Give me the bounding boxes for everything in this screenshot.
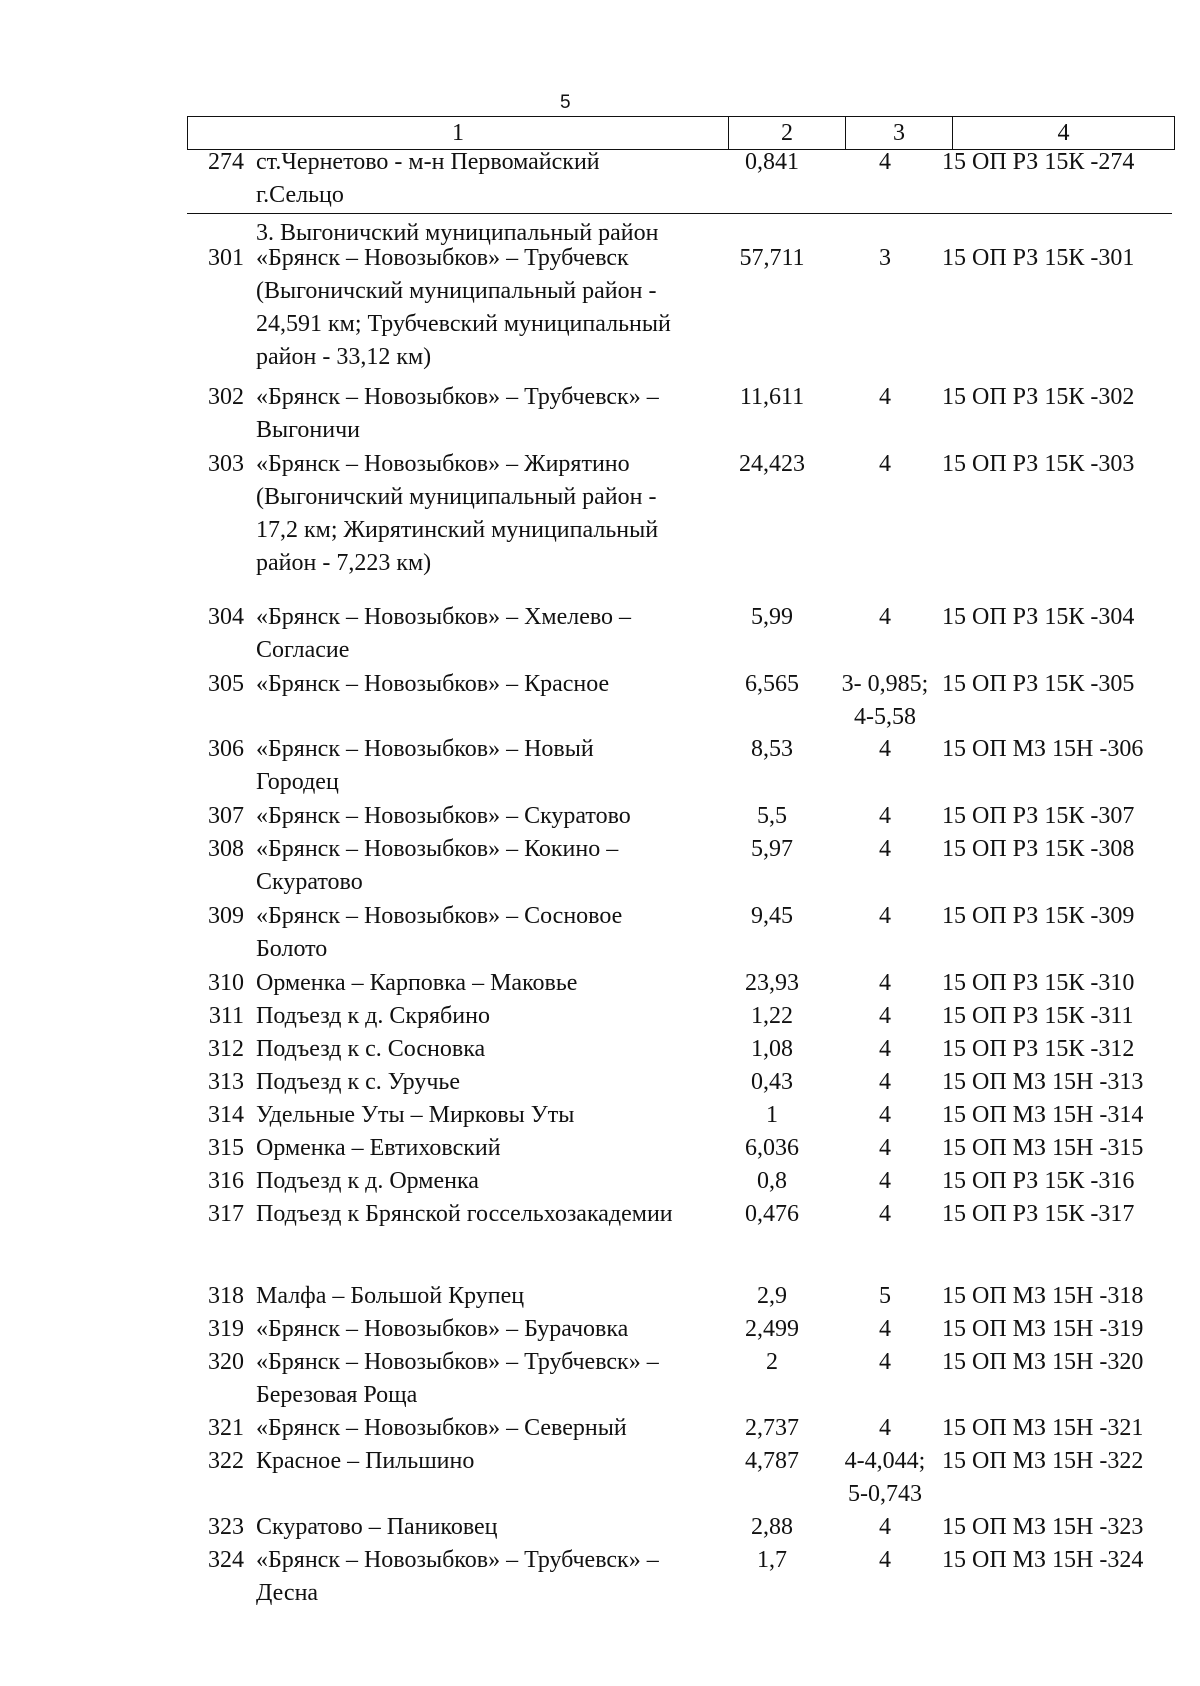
road-category-line: 4	[879, 970, 891, 996]
road-id-code: 15 ОП МЗ 15Н -319	[942, 1316, 1144, 1342]
road-length: 11,611	[739, 384, 805, 410]
road-name-line: «Брянск – Новозыбков» – Новый	[256, 736, 594, 762]
road-name-line: «Брянск – Новозыбков» – Трубчевск» –	[256, 1349, 659, 1375]
road-category	[826, 1445, 944, 1511]
road-category	[826, 1511, 944, 1544]
road-length: 2	[766, 1349, 778, 1375]
road-name-line: Скуратово	[256, 869, 363, 895]
road-length: 5,97	[751, 836, 793, 862]
row-number: 317	[208, 1201, 244, 1227]
road-category-line: 4	[879, 1415, 891, 1441]
road-name	[256, 448, 726, 580]
road-length: 0,476	[745, 1201, 799, 1227]
road-name	[256, 900, 726, 966]
road-category-line: 4	[879, 1168, 891, 1194]
road-category	[826, 1198, 944, 1231]
road-id-code: 15 ОП РЗ 15К -302	[942, 384, 1135, 410]
column-header-1: 1	[188, 117, 729, 150]
row-number: 301	[208, 245, 244, 271]
road-category	[826, 733, 944, 766]
road-name	[256, 1198, 726, 1231]
road-id-code: 15 ОП РЗ 15К -310	[942, 970, 1135, 996]
section-title: 3. Выгоничский муниципальный район	[256, 220, 659, 246]
road-category	[826, 601, 944, 634]
column-header-2: 2	[729, 117, 846, 150]
road-length: 1	[766, 1102, 778, 1128]
road-category	[826, 900, 944, 933]
row-number: 303	[208, 451, 244, 477]
road-id-code: 15 ОП РЗ 15К -274	[942, 149, 1135, 175]
road-name-line: «Брянск – Новозыбков» – Сосновое	[256, 903, 623, 929]
row-number: 314	[208, 1102, 244, 1128]
road-name	[256, 1280, 726, 1313]
road-name-line: (Выгоничский муниципальный район -	[256, 484, 657, 510]
road-name-line: Подъезд к д. Скрябино	[256, 1003, 490, 1029]
road-name-line: «Брянск – Новозыбков» – Трубчевск» –	[256, 1547, 659, 1573]
road-name-line: Выгоничи	[256, 417, 360, 443]
row-number: 321	[208, 1415, 244, 1441]
road-id-code: 15 ОП МЗ 15Н -318	[942, 1283, 1144, 1309]
row-number: 274	[208, 149, 244, 175]
row-number: 320	[208, 1349, 244, 1375]
road-category-line: 4	[879, 1514, 891, 1540]
row-number: 312	[208, 1036, 244, 1062]
road-name-line: Удельные Уты – Мирковы Уты	[256, 1102, 575, 1128]
road-name	[256, 242, 726, 374]
road-name-line: г.Сельцо	[256, 182, 344, 208]
road-name-line: «Брянск – Новозыбков» – Хмелево –	[256, 604, 632, 630]
road-id-code: 15 ОП РЗ 15К -309	[942, 903, 1135, 929]
road-length: 1,22	[751, 1003, 793, 1029]
road-category	[826, 448, 944, 481]
road-name	[256, 1132, 726, 1165]
road-length: 9,45	[751, 903, 793, 929]
road-name	[256, 800, 726, 833]
row-number: 316	[208, 1168, 244, 1194]
road-id-code: 15 ОП МЗ 15Н -321	[942, 1415, 1144, 1441]
row-number: 324	[208, 1547, 244, 1573]
row-number: 311	[208, 1003, 244, 1029]
row-number: 306	[208, 736, 244, 762]
row-number: 318	[208, 1283, 244, 1309]
road-length: 2,9	[757, 1283, 787, 1309]
road-name	[256, 146, 726, 212]
road-category-line: 4	[879, 1201, 891, 1227]
road-name	[256, 967, 726, 1000]
road-category	[826, 1544, 944, 1577]
road-category	[826, 833, 944, 866]
road-name-line: «Брянск – Новозыбков» – Кокино –	[256, 836, 619, 862]
road-name	[256, 1511, 726, 1544]
road-name-line: район - 33,12 км)	[256, 344, 432, 370]
road-name	[256, 381, 726, 447]
road-category-line: 5-0,743	[848, 1481, 922, 1507]
road-name-line: 24,591 км; Трубчевский муниципальный	[256, 311, 671, 337]
road-name-line: Орменка – Карповка – Маковье	[256, 970, 578, 996]
road-category-line: 4	[879, 803, 891, 829]
road-id-code: 15 ОП РЗ 15К -317	[942, 1201, 1135, 1227]
road-name-line: район - 7,223 км)	[256, 550, 432, 576]
road-name-line: Малфа – Большой Крупец	[256, 1283, 525, 1309]
road-category	[826, 242, 944, 275]
row-number: 307	[208, 803, 244, 829]
road-name-line: Березовая Роща	[256, 1382, 418, 1408]
road-category	[826, 1165, 944, 1198]
road-name-line: Скуратово – Паниковец	[256, 1514, 498, 1540]
column-header-row	[188, 117, 1175, 150]
road-id-code: 15 ОП РЗ 15К -301	[942, 245, 1135, 271]
road-name	[256, 1099, 726, 1132]
road-length: 24,423	[739, 451, 805, 477]
row-number: 310	[208, 970, 244, 996]
road-id-code: 15 ОП МЗ 15Н -306	[942, 736, 1144, 762]
road-category-line: 4	[879, 1316, 891, 1342]
road-length: 5,5	[757, 803, 787, 829]
road-id-code: 15 ОП РЗ 15К -308	[942, 836, 1135, 862]
road-name-line: «Брянск – Новозыбков» – Жирятино	[256, 451, 630, 477]
road-id-code: 15 ОП МЗ 15Н -324	[942, 1547, 1144, 1573]
road-category	[826, 967, 944, 1000]
row-number: 322	[208, 1448, 244, 1474]
road-category-line: 4-4,044;	[844, 1448, 926, 1474]
road-id-code: 15 ОП РЗ 15К -307	[942, 803, 1135, 829]
road-length: 57,711	[739, 245, 805, 271]
road-name-line: Подъезд к с. Сосновка	[256, 1036, 486, 1062]
road-category	[826, 1346, 944, 1379]
road-name-line: «Брянск – Новозыбков» – Трубчевск	[256, 245, 629, 271]
road-length: 2,88	[751, 1514, 793, 1540]
road-name	[256, 1544, 726, 1610]
road-name-line: «Брянск – Новозыбков» – Красное	[256, 671, 610, 697]
road-category	[826, 1033, 944, 1066]
road-category-line: 4	[879, 604, 891, 630]
road-name	[256, 733, 726, 799]
row-number: 304	[208, 604, 244, 630]
road-category-line: 4	[879, 1349, 891, 1375]
road-id-code: 15 ОП РЗ 15К -305	[942, 671, 1135, 697]
road-category-line: 4	[879, 1036, 891, 1062]
road-name-line: Болото	[256, 936, 328, 962]
road-id-code: 15 ОП МЗ 15Н -313	[942, 1069, 1144, 1095]
road-name	[256, 601, 726, 667]
road-category	[826, 1280, 944, 1313]
road-name-line: Орменка – Евтиховский	[256, 1135, 501, 1161]
road-name-line: Городец	[256, 769, 339, 795]
row-number: 308	[208, 836, 244, 862]
road-length: 8,53	[751, 736, 793, 762]
road-name-line: «Брянск – Новозыбков» – Бурачовка	[256, 1316, 629, 1342]
page-number: 5	[560, 92, 571, 113]
column-header-table	[187, 116, 1175, 150]
road-category-line: 4	[879, 1003, 891, 1029]
road-category	[826, 1412, 944, 1445]
column-header-3: 3	[846, 117, 953, 150]
road-category-line: 4-5,58	[854, 704, 916, 730]
road-category-line: 4	[879, 836, 891, 862]
road-id-code: 15 ОП МЗ 15Н -320	[942, 1349, 1144, 1375]
road-name-line: Красное – Пильшино	[256, 1448, 475, 1474]
road-name-line: ст.Чернетово - м-н Первомайский	[256, 149, 600, 175]
road-category-line: 4	[879, 1547, 891, 1573]
road-category-line: 4	[879, 1135, 891, 1161]
road-id-code: 15 ОП РЗ 15К -312	[942, 1036, 1135, 1062]
road-name-line: Десна	[256, 1580, 319, 1606]
row-number: 315	[208, 1135, 244, 1161]
row-number: 319	[208, 1316, 244, 1342]
road-category-line: 5	[879, 1283, 891, 1309]
row-number: 313	[208, 1069, 244, 1095]
road-category-line: 4	[879, 1102, 891, 1128]
road-category-line: 3- 0,985;	[841, 671, 929, 697]
road-name	[256, 1000, 726, 1033]
road-category	[826, 381, 944, 414]
road-category	[826, 800, 944, 833]
road-id-code: 15 ОП РЗ 15К -304	[942, 604, 1135, 630]
road-length: 2,737	[745, 1415, 799, 1441]
road-name-line: «Брянск – Новозыбков» – Трубчевск» –	[256, 384, 659, 410]
road-length: 1,08	[751, 1036, 793, 1062]
section-divider	[187, 213, 1172, 214]
road-id-code: 15 ОП МЗ 15Н -323	[942, 1514, 1144, 1540]
road-name-line: «Брянск – Новозыбков» – Северный	[256, 1415, 627, 1441]
road-name	[256, 1066, 726, 1099]
road-category-line: 4	[879, 451, 891, 477]
road-name-line: (Выгоничский муниципальный район -	[256, 278, 657, 304]
road-category	[826, 1132, 944, 1165]
road-name-line: 17,2 км; Жирятинский муниципальный	[256, 517, 659, 543]
road-length: 0,8	[757, 1168, 787, 1194]
road-name	[256, 1445, 726, 1478]
road-length: 4,787	[745, 1448, 799, 1474]
road-name	[256, 1346, 726, 1412]
road-category-line: 4	[879, 1069, 891, 1095]
road-id-code: 15 ОП МЗ 15Н -315	[942, 1135, 1144, 1161]
road-name	[256, 668, 726, 701]
road-category	[826, 1099, 944, 1132]
road-category	[826, 1066, 944, 1099]
row-number: 302	[208, 384, 244, 410]
road-category-line: 4	[879, 384, 891, 410]
row-number: 309	[208, 903, 244, 929]
road-length: 6,565	[745, 671, 799, 697]
road-id-code: 15 ОП РЗ 15К -316	[942, 1168, 1135, 1194]
road-category	[826, 668, 944, 734]
road-name	[256, 1165, 726, 1198]
road-length: 6,036	[745, 1135, 799, 1161]
road-name	[256, 1313, 726, 1346]
road-id-code: 15 ОП МЗ 15Н -322	[942, 1448, 1144, 1474]
road-category	[826, 1313, 944, 1346]
road-id-code: 15 ОП РЗ 15К -311	[942, 1003, 1134, 1029]
road-name-line: Подъезд к д. Орменка	[256, 1168, 479, 1194]
column-header-4: 4	[953, 117, 1175, 150]
road-id-code: 15 ОП МЗ 15Н -314	[942, 1102, 1144, 1128]
road-category-line: 4	[879, 149, 891, 175]
road-length: 1,7	[757, 1547, 787, 1573]
road-name	[256, 1033, 726, 1066]
road-length: 0,43	[751, 1069, 793, 1095]
road-category-line: 4	[879, 736, 891, 762]
road-category	[826, 146, 944, 179]
row-number: 305	[208, 671, 244, 697]
road-length: 0,841	[745, 149, 799, 175]
road-name-line: Подъезд к Брянской госсельхозакадемии	[256, 1201, 673, 1227]
road-category-line: 4	[879, 903, 891, 929]
road-name-line: Согласие	[256, 637, 350, 663]
road-name-line: Подъезд к с. Уручье	[256, 1069, 461, 1095]
road-id-code: 15 ОП РЗ 15К -303	[942, 451, 1135, 477]
road-name-line: «Брянск – Новозыбков» – Скуратово	[256, 803, 631, 829]
road-name	[256, 833, 726, 899]
road-category	[826, 1000, 944, 1033]
road-length: 23,93	[745, 970, 799, 996]
road-length: 2,499	[745, 1316, 799, 1342]
road-category-line: 3	[879, 245, 891, 271]
road-length: 5,99	[751, 604, 793, 630]
road-name	[256, 1412, 726, 1445]
row-number: 323	[208, 1514, 244, 1540]
